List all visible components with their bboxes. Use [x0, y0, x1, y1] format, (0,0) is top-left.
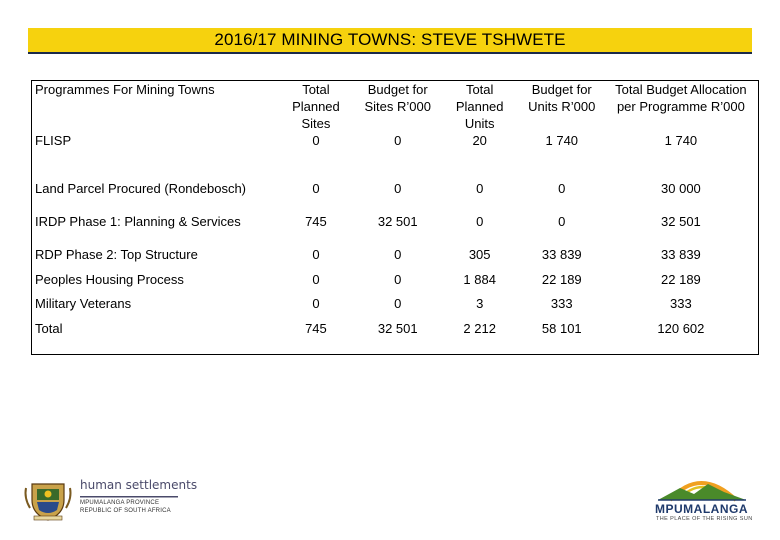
- cell-value: 0: [312, 296, 320, 311]
- cell-total-value: 745: [305, 320, 327, 336]
- header-total-planned-sites: Total Planned Sites: [292, 82, 340, 131]
- cell-value: 0: [394, 271, 402, 287]
- cell-value: 333: [550, 296, 573, 311]
- human-settlements-logo: [22, 478, 198, 522]
- cell-programme: FLISP: [35, 133, 72, 148]
- cell-value: 0: [394, 181, 402, 196]
- cell-total-label: Total: [35, 320, 63, 336]
- cell-value: 20: [472, 133, 487, 148]
- table-row: [32, 133, 759, 181]
- table-row: [32, 214, 759, 247]
- cell-value: 32 501: [377, 214, 418, 229]
- logo-text: human settlements: [80, 478, 198, 492]
- logo-country: REPUBLIC OF SOUTH AFRICA: [80, 508, 171, 514]
- coat-of-arms-icon: [22, 478, 74, 522]
- cell-value: 33 839: [541, 247, 582, 262]
- cell-value: 22 189: [661, 271, 701, 287]
- header-programmes: Programmes For Mining Towns: [35, 82, 215, 97]
- cell-value: 0: [558, 214, 566, 229]
- cell-value: 0: [394, 247, 402, 262]
- table-row: [32, 247, 759, 272]
- table-row: [32, 296, 759, 321]
- cell-programme: Peoples Housing Process: [35, 271, 184, 287]
- mpumalanga-logo: [650, 470, 755, 525]
- table-header-row: [32, 81, 759, 134]
- page-title: 2016/17 MINING TOWNS: STEVE TSHWETE: [214, 30, 566, 49]
- logo-province: MPUMALANGA PROVINCE: [80, 500, 160, 506]
- cell-value: 22 189: [541, 271, 582, 287]
- header-budget-sites: Budget for Sites R’000: [364, 82, 431, 114]
- cell-value: 333: [670, 296, 692, 311]
- cell-total-value: 58 101: [541, 320, 582, 336]
- cell-total-value: 2 212: [463, 320, 496, 336]
- cell-value: 0: [558, 181, 566, 196]
- cell-value: 33 839: [661, 247, 701, 262]
- cell-value: 1 884: [463, 271, 496, 287]
- cell-value: 3: [476, 296, 484, 311]
- cell-value: 0: [476, 181, 484, 196]
- cell-value: 0: [312, 247, 320, 262]
- cell-value: 305: [468, 247, 491, 262]
- cell-value: 1 740: [545, 133, 579, 148]
- table-total-row: [32, 321, 759, 355]
- cell-programme: IRDP Phase 1: Planning & Services: [35, 214, 241, 229]
- title-bar: [28, 28, 752, 54]
- header-total-budget-allocation: Total Budget Allocation per Programme R’000: [615, 82, 747, 114]
- cell-value: 0: [394, 296, 402, 311]
- cell-value: 1 740: [664, 133, 698, 148]
- header-total-planned-units: Total Planned Units: [455, 82, 504, 131]
- cell-value: 0: [312, 181, 320, 196]
- cell-total-value: 32 501: [377, 320, 418, 336]
- cell-programme: Military Veterans: [35, 296, 132, 311]
- cell-total-value: 120 602: [657, 320, 705, 336]
- header-budget-units: Budget for Units R’000: [528, 82, 596, 114]
- cell-value: 0: [394, 133, 402, 148]
- cell-value: 0: [312, 133, 320, 148]
- logo-text: MPUMALANGA: [655, 502, 748, 516]
- table-row: [32, 181, 759, 214]
- budget-table: [31, 80, 759, 355]
- logo-tagline: THE PLACE OF THE RISING SUN: [656, 516, 753, 522]
- cell-value: 32 501: [661, 214, 701, 229]
- cell-value: 30 000: [661, 181, 701, 196]
- cell-value: 745: [305, 214, 327, 229]
- cell-programme: Land Parcel Procured (Rondebosch): [35, 181, 247, 196]
- cell-value: 0: [476, 214, 484, 229]
- table-row: [32, 272, 759, 297]
- cell-programme: RDP Phase 2: Top Structure: [35, 247, 198, 262]
- rising-sun-icon: [650, 470, 755, 502]
- cell-value: 0: [312, 271, 320, 287]
